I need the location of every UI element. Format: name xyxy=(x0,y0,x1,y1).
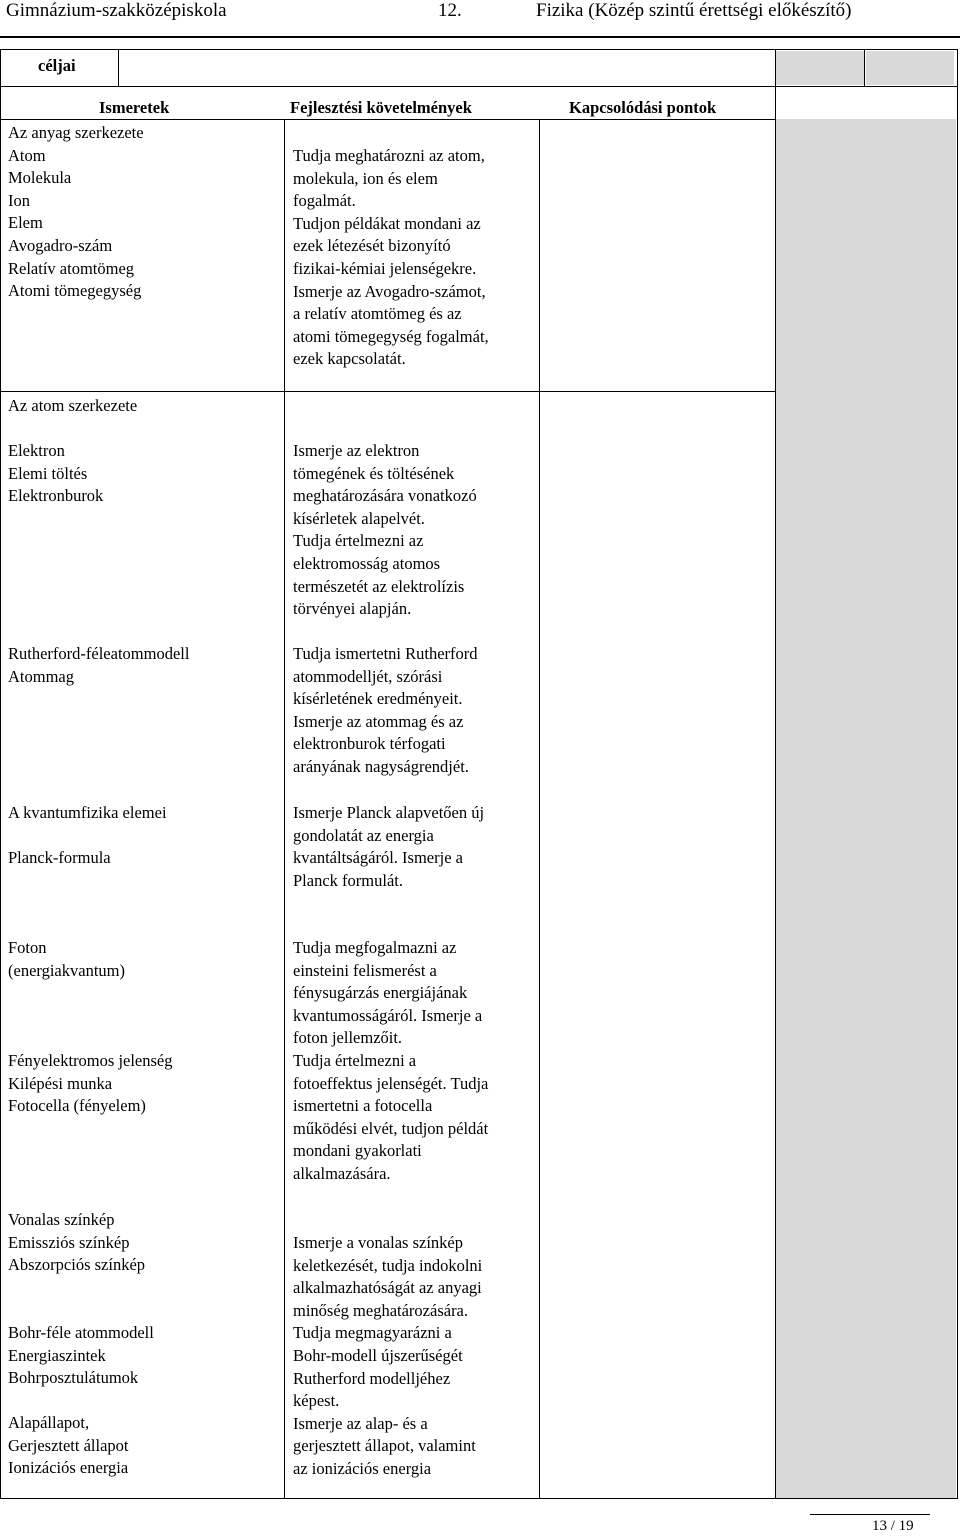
topic-list-fenyelektromos: Fényelektromos jelenség Kilépési munka Fotocella (fényelem) xyxy=(8,1051,173,1116)
header-rule xyxy=(0,36,960,38)
topic-list-anyag-szerkezete: Az anyag szerkezete Atom Molekula Ion Elem Avogadro-szám Relatív atomtömeg Atomi tömegegység xyxy=(8,123,144,301)
requirements-elektron: Ismerje az elektron tömegének és töltésének meghatározására vonatkozó kísérletek alapelvét. Tudja értelmezni az elektromosság atomos természetét az elektrolízis törvényei alapján. xyxy=(293,441,477,619)
grade-label: 12. xyxy=(438,0,462,21)
school-name: Gimnázium-szakközépiskola xyxy=(6,0,227,21)
grid-line xyxy=(957,49,958,1499)
topic-planck-formula: Planck-formula xyxy=(8,848,111,867)
requirements-foton: Tudja megfogalmazni az einsteini felismerést a fénysugárzás energiájának kvantumosságáról. Ismerje a foton jellemzőit. Tudja értelmezni a fotoeffektus jelenségét. Tudja ismertetni a fotocella működési elvét, tudjon példát mondani gyakorlati alkalmazására. xyxy=(293,938,489,1183)
topic-list-foton: Foton (energiakvantum) xyxy=(8,938,125,980)
page-header xyxy=(0,0,960,24)
requirements-planck: Ismerje Planck alapvetően új gondolatát az energia kvantáltságáról. Ismerje a Planck formulát. xyxy=(293,803,485,890)
grid-line xyxy=(0,49,1,1499)
grid-line xyxy=(864,49,865,86)
grid-line xyxy=(0,1498,958,1499)
grid-line xyxy=(284,119,285,1499)
requirements-szinkep-bohr: Ismerje a vonalas színkép keletkezését, tudja indokolni alkalmazhatóságát az anyagi minőség meghatározására. Tudja megmagyarázni a Bohr-modell újszerűségét Rutherford modelljéhez képest. Ismerje az alap- és a gerjesztett állapot, valamint az ionizációs energia xyxy=(293,1233,483,1478)
gray-cell-1 xyxy=(776,51,864,85)
topic-list-bohr: Bohr-féle atommodell Energiaszintek Bohrposztulátumok xyxy=(8,1323,154,1388)
topic-list-rutherford: Rutherford-féleatommodell Atommag xyxy=(8,644,190,686)
requirements-anyag-szerkezete: Tudja meghatározni az atom, molekula, ion és elem fogalmát. Tudjon példákat mondani az ezek létezését bizonyító fizikai-kémiai jelenségekre. Ismerje az Avogadro-számot, a relatív atomtömeg és az atomi tömegegység fogalmát, ezek kapcsolatát. xyxy=(293,146,489,369)
col-header-fejlesztesi: Fejlesztési követelmények xyxy=(290,98,472,117)
grid-line xyxy=(0,119,776,120)
col-header-kapcsolodasi: Kapcsolódási pontok xyxy=(569,98,717,117)
gray-cell-2 xyxy=(866,51,954,85)
grid-line xyxy=(775,49,776,1499)
gray-column xyxy=(776,119,956,1499)
section-title-atom-szerkezete: Az atom szerkezete xyxy=(8,396,138,415)
topic-kvantumfizika: A kvantumfizika elemei xyxy=(8,803,167,822)
page-number: 13 / 19 xyxy=(872,1518,914,1534)
grid-line xyxy=(0,49,958,50)
grid-line xyxy=(0,86,958,87)
subject-title: Fizika (Közép szintű érettségi előkészítő) xyxy=(536,0,852,21)
grid-line xyxy=(0,391,776,392)
grid-line xyxy=(118,49,119,86)
requirements-rutherford: Tudja ismertetni Rutherford atommodelljét, szórási kísérletének eredményeit. Ismerje az atommag és az elektronburok térfogati arányának nagyságrendjét. xyxy=(293,644,478,776)
footer-rule xyxy=(810,1514,930,1515)
col-header-ismeretek: Ismeretek xyxy=(99,98,170,117)
grid-line xyxy=(539,119,540,1499)
topic-list-allapot: Alapállapot, Gerjesztett állapot Ionizációs energia xyxy=(8,1413,129,1478)
topic-list-szinkep: Vonalas színkép Emissziós színkép Abszorpciós színkép xyxy=(8,1210,146,1275)
topic-list-elektron: Elektron Elemi töltés Elektronburok xyxy=(8,441,104,506)
celjai-label: céljai xyxy=(38,56,76,75)
